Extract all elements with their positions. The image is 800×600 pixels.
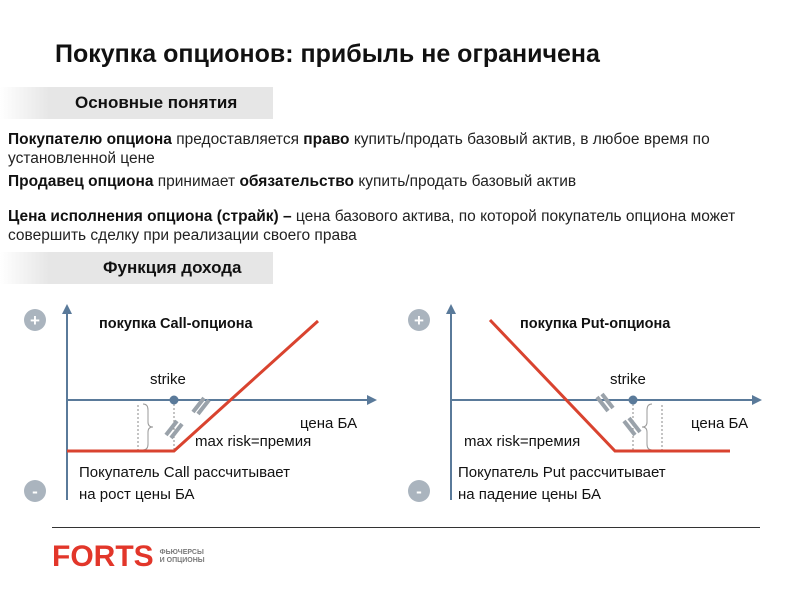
seller-middle: принимает [153,173,240,190]
strike-label: strike [610,371,646,388]
seller-term: Продавец опциона [8,173,154,190]
logo-sub-line-1: ФЬЮЧЕРСЫ [159,549,204,556]
buyer-rest: купить/продать базовый актив, в любое время по установленной цене [8,131,710,167]
buyer-term: Покупателю опциона [8,131,172,148]
caption-line-1: Покупатель Put рассчитывает [458,464,666,481]
definition-buyer [8,130,768,168]
x-axis-label: цена БА [691,415,749,432]
caption-line-2: на падение цены БА [458,486,602,503]
y-axis-arrow-icon [446,304,456,314]
section-header-basics [0,87,273,119]
section-header-income-label: Функция дохода [103,258,242,277]
buyer-middle: предоставляется [171,131,304,148]
call-diagram-svg [15,300,385,510]
strike-point [629,396,638,405]
y-axis-arrow-icon [62,304,72,314]
strike-term: Цена исполнения опциона (страйк) – [8,208,292,225]
section-header-basics-label: Основные понятия [75,93,238,112]
forts-logo [52,542,205,572]
logo-sub-line-2: И ОПЦИОНЫ [159,557,205,564]
strike-point [170,396,179,405]
hatch-mark-lower [624,418,640,435]
premium-brace [642,404,652,450]
caption-line-1: Покупатель Call рассчитывает [79,464,290,481]
put-title: покупка Put-опциона [520,316,671,332]
strike-label: strike [150,371,186,388]
section-header-income [0,252,273,284]
plus-sign: + [414,311,424,330]
max-risk-label: max risk=премия [195,433,312,450]
definition-strike [8,207,788,245]
plus-sign: + [30,311,40,330]
x-axis-arrow-icon [367,395,377,405]
bottom-divider [52,527,760,528]
definition-seller [8,172,768,191]
seller-key: обязательство [239,173,355,190]
logo-word: FORTS [52,540,154,573]
minus-sign: - [32,482,38,501]
max-risk-label: max risk=премия [464,433,581,450]
minus-sign: - [416,482,422,501]
payoff-line [67,321,318,451]
caption-line-2: на рост цены БА [79,486,195,503]
premium-brace [143,404,153,450]
logo-subtitle [160,549,205,565]
strike-rest: цена базового актива, по которой покупатель опциона может совершить сделку при реализации своего права [8,208,736,244]
put-diagram [400,300,780,510]
x-axis-label: цена БА [300,415,358,432]
seller-rest: купить/продать базовый актив [354,173,577,190]
put-diagram-svg [400,300,780,510]
buyer-key: право [303,131,350,148]
hatch-mark-upper [597,394,613,411]
call-diagram [15,300,385,510]
call-title: покупка Call-опциона [99,316,253,332]
page-title: Покупка опционов: прибыль не ограничена [55,40,600,68]
x-axis-arrow-icon [752,395,762,405]
